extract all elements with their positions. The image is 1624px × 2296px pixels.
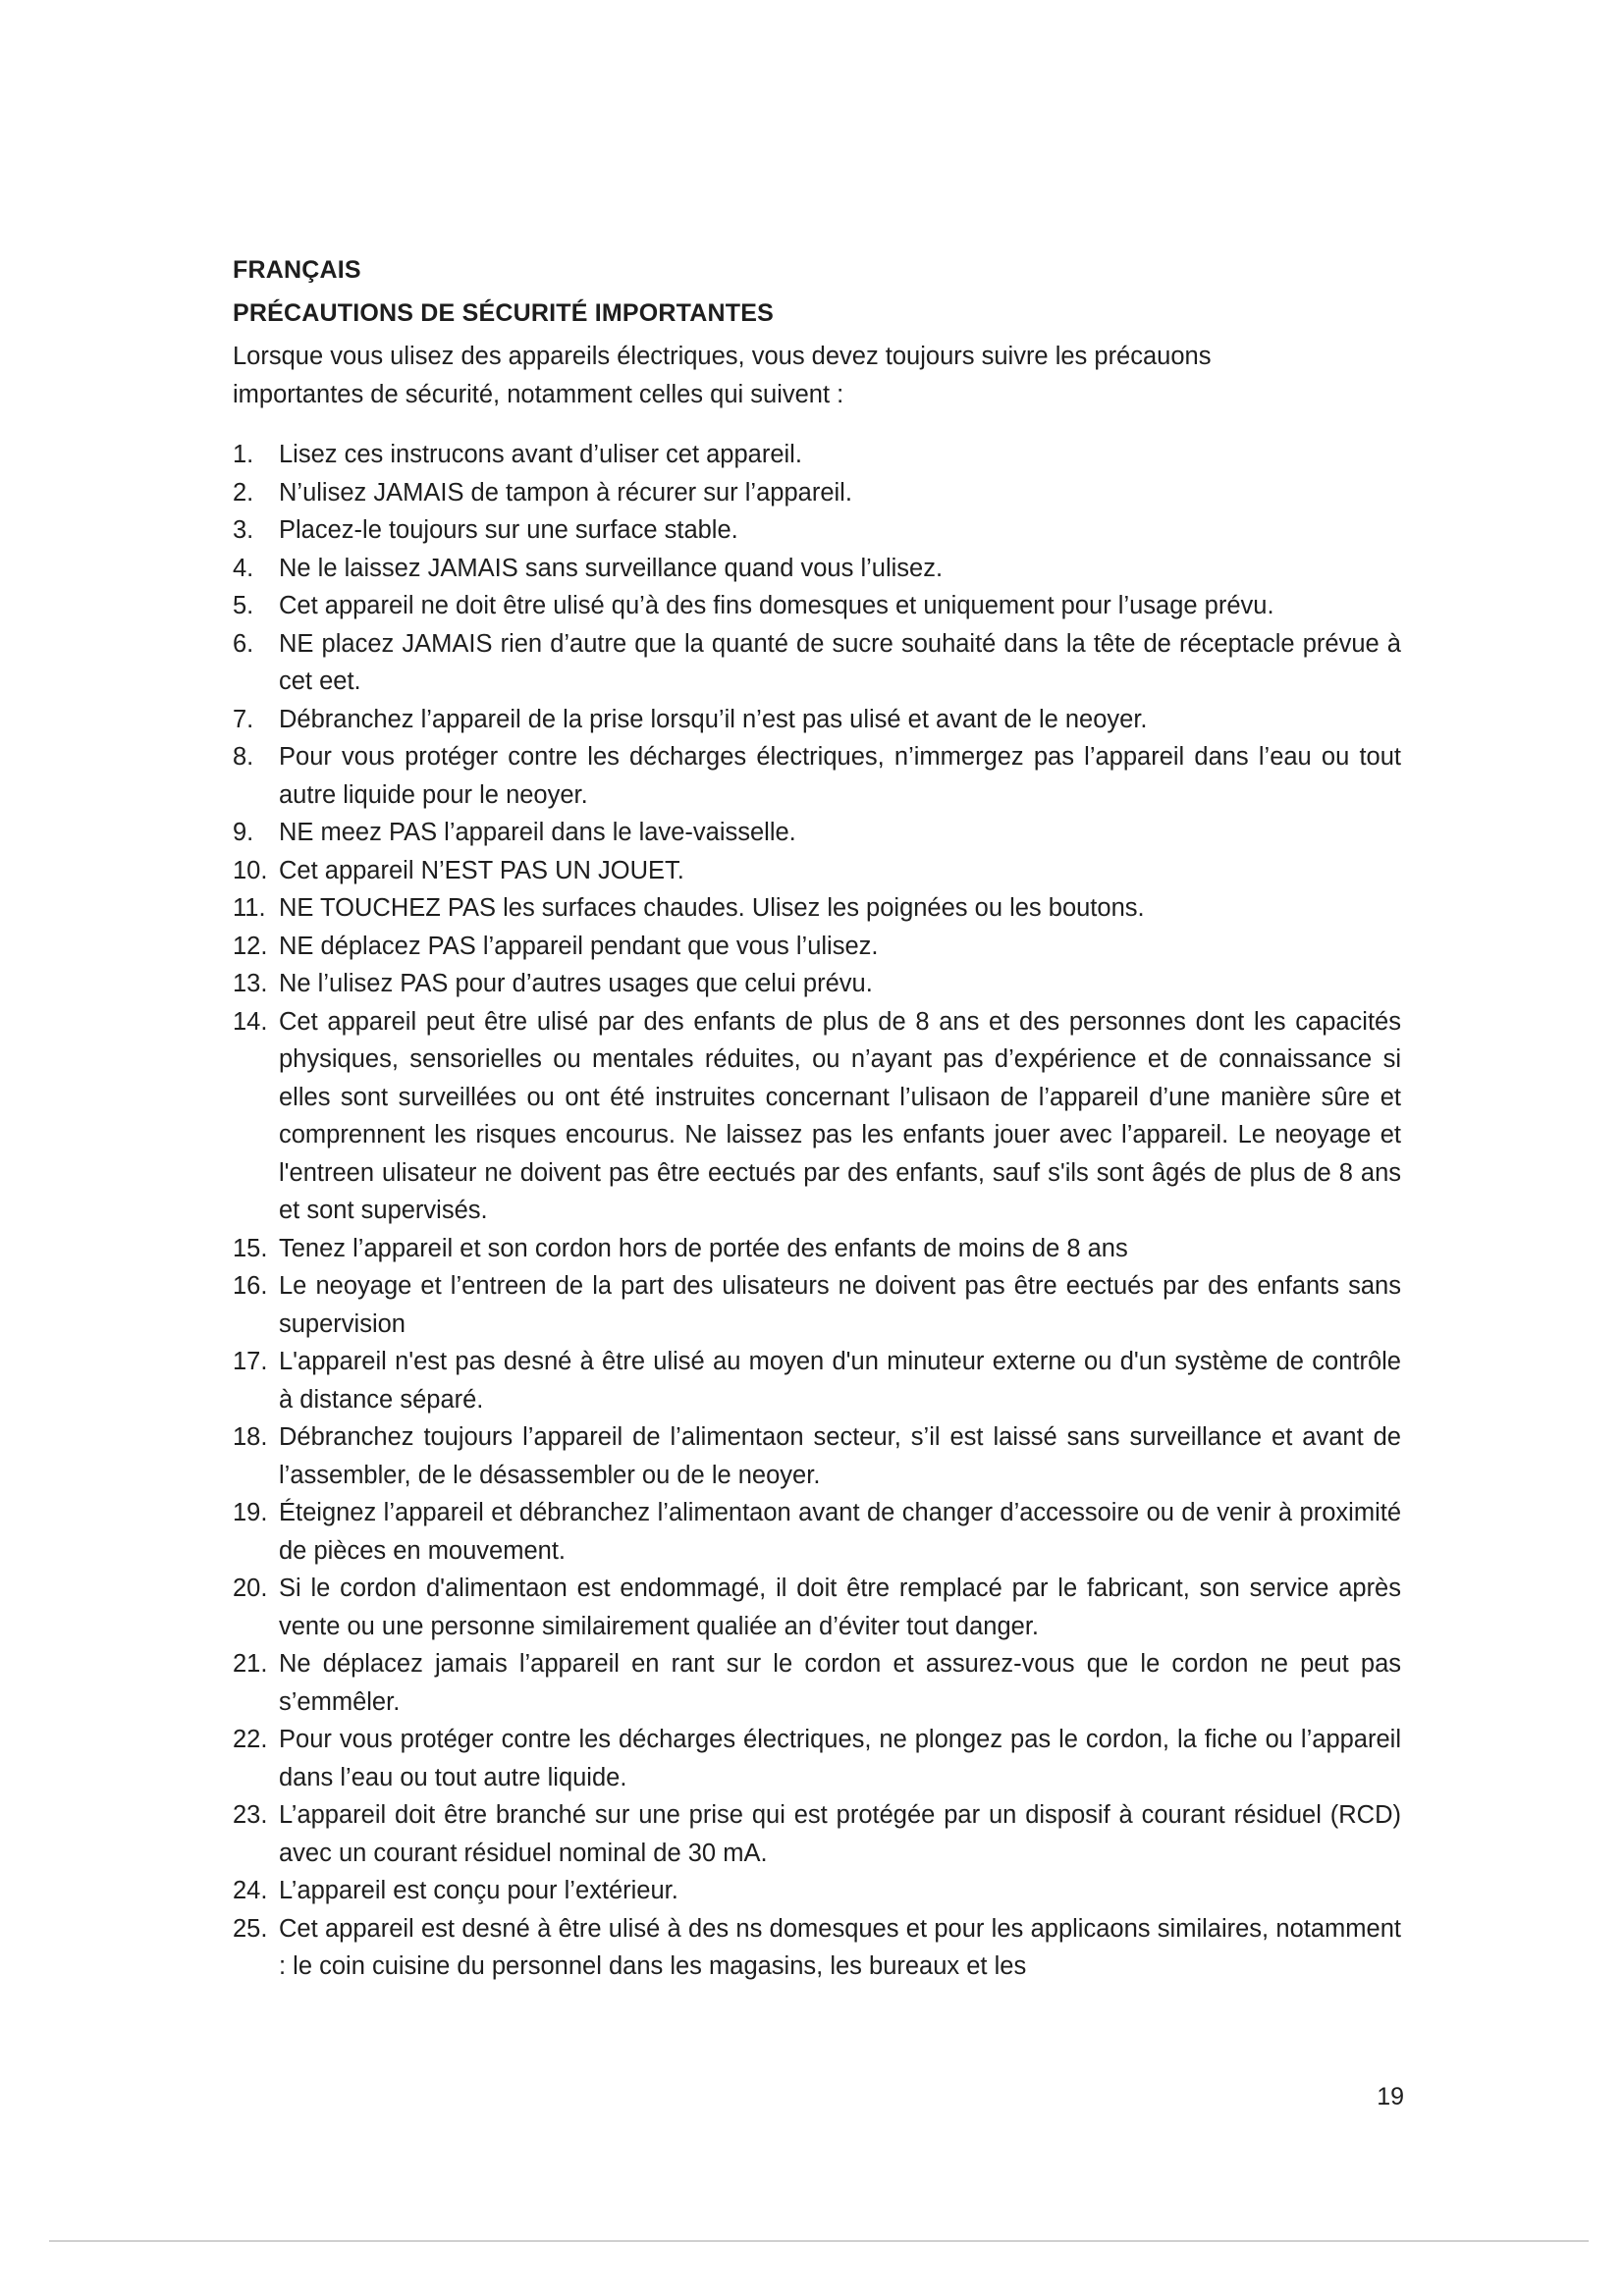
item-number: 19.: [233, 1499, 268, 1526]
list-item: [233, 436, 1401, 474]
item-text: Pour vous protéger contre les décharges électriques, ne plongez pas le cordon, la fiche ou l’appareil dans l’eau ou tout autre liquide.: [279, 1726, 1401, 1791]
list-item: [233, 701, 1401, 739]
item-number: 1.: [233, 441, 254, 468]
list-item: [233, 1418, 1401, 1494]
safety-list: [233, 436, 1401, 1986]
list-item: [233, 852, 1401, 890]
item-number: 11.: [233, 894, 266, 922]
page-divider: [49, 2240, 1589, 2242]
list-item: [233, 1721, 1401, 1796]
item-number: 17.: [233, 1348, 268, 1375]
list-item: [233, 587, 1401, 625]
item-text: Tenez l’appareil et son cordon hors de portée des enfants de moins de 8 ans: [279, 1234, 1128, 1262]
page-content: [233, 251, 1401, 1986]
item-text: Si le cordon d'alimentaon est endommagé, il doit être remplacé par le fabricant, son service après vente ou une personne similairement qualiée an d’éviter tout danger.: [279, 1575, 1401, 1640]
item-number: 12.: [233, 932, 268, 960]
list-item: [233, 1230, 1401, 1268]
item-number: 13.: [233, 970, 268, 997]
list-item: [233, 1872, 1401, 1910]
item-text: Ne l’ulisez PAS pour d’autres usages que celui prévu.: [279, 970, 873, 997]
item-number: 10.: [233, 856, 268, 884]
item-number: 6.: [233, 629, 254, 658]
list-item: [233, 1796, 1401, 1872]
item-text: Cet appareil ne doit être ulisé qu’à des fins domesques et uniquement pour l’usage prévu.: [279, 592, 1274, 619]
item-number: 23.: [233, 1801, 268, 1829]
item-number: 21.: [233, 1650, 268, 1678]
item-text: Débranchez toujours l’appareil de l’alimentaon secteur, s’il est laissé sans surveillance et avant de l’assembler, de le désassembler ou de le neoyer.: [279, 1423, 1401, 1489]
item-number: 15.: [233, 1234, 268, 1262]
item-number: 20.: [233, 1575, 268, 1602]
list-item: [233, 738, 1401, 814]
item-number: 18.: [233, 1423, 268, 1451]
item-text: L’appareil doit être branché sur une prise qui est protégée par un disposif à courant résiduel (RCD) avec un courant résiduel nominal de 30 mA.: [279, 1801, 1401, 1867]
section-heading: PRÉCAUTIONS DE SÉCURITÉ IMPORTANTES: [233, 299, 775, 327]
item-text: Le neoyage et l’entreen de la part des ulisateurs ne doivent pas être eectués par des enfants sans supervision: [279, 1272, 1401, 1338]
item-text: Lisez ces instrucons avant d’uliser cet appareil.: [279, 441, 802, 468]
item-number: 25.: [233, 1914, 268, 1943]
list-item: [233, 550, 1401, 588]
item-number: 8.: [233, 743, 254, 771]
item-text: Pour vous protéger contre les décharges électriques, n’immergez pas l’appareil dans l’eau ou tout autre liquide pour le neoyer.: [279, 743, 1401, 809]
item-text: Éteignez l’appareil et débranchez l’alimentaon avant de changer d’accessoire ou de venir à proximité de pièces en mouvement.: [279, 1499, 1401, 1565]
list-item: [233, 814, 1401, 852]
item-text: Cet appareil N’EST PAS UN JOUET.: [279, 856, 684, 884]
item-text: Débranchez l’appareil de la prise lorsqu’il n’est pas ulisé et avant de le neoyer.: [279, 705, 1148, 733]
item-text: Placez-le toujours sur une surface stable.: [279, 516, 738, 544]
list-item: [233, 1267, 1401, 1343]
list-item: [233, 1570, 1401, 1645]
item-text: NE déplacez PAS l’appareil pendant que vous l’ulisez.: [279, 932, 879, 960]
list-item: [233, 928, 1401, 966]
item-number: 16.: [233, 1272, 268, 1300]
item-text: L’appareil est conçu pour l’extérieur.: [279, 1877, 678, 1904]
item-text: NE TOUCHEZ PAS les surfaces chaudes. Ulisez les poignées ou les boutons.: [279, 894, 1145, 922]
item-number: 3.: [233, 516, 254, 544]
item-number: 24.: [233, 1877, 268, 1904]
item-text: L'appareil n'est pas desné à être ulisé au moyen d'un minuteur externe ou d'un système de contrôle à distance séparé.: [279, 1348, 1401, 1414]
list-item: [233, 625, 1401, 701]
item-number: 14.: [233, 1007, 268, 1036]
item-number: 7.: [233, 705, 254, 733]
item-number: 4.: [233, 554, 254, 582]
list-item: [233, 511, 1401, 550]
list-item: [233, 1343, 1401, 1418]
item-text: Cet appareil peut être ulisé par des enfants de plus de 8 ans et des personnes dont les capacités physiques, sensorielles ou mentales réduites, ou n’ayant pas d’expérience et de connaissance si elles sont surveillées ou ont été instruites concernant l’ulisaon de l’appareil d’une manière sûre et comprennent les risques encourus. Ne laissez pas les enfants jouer avec l’appareil. Le neoyage et l'entreen ulisateur ne doivent pas être eectués par des enfants, sauf s'ils sont âgés de plus de 8 ans et sont supervisés.: [279, 1007, 1401, 1224]
item-text: Cet appareil est desné à être ulisé à des ns domesques et pour les applicaons similaires, notamment : le coin cuisine du personnel dans les magasins, les bureaux et les: [279, 1914, 1401, 1980]
list-item: [233, 1645, 1401, 1721]
item-text: Ne le laissez JAMAIS sans surveillance quand vous l’ulisez.: [279, 554, 944, 582]
item-text: NE placez JAMAIS rien d’autre que la quanté de sucre souhaité dans la tête de réceptacle prévue à cet eet.: [279, 629, 1401, 695]
item-number: 2.: [233, 478, 254, 507]
item-text: N’ulisez JAMAIS de tampon à récurer sur l’appareil.: [279, 478, 852, 507]
item-number: 22.: [233, 1726, 268, 1753]
page-number: 19: [1377, 2083, 1404, 2110]
language-heading: FRANÇAIS: [233, 256, 361, 284]
list-item: [233, 889, 1401, 928]
list-item: [233, 965, 1401, 1003]
intro-paragraph: Lorsque vous ulisez des appareils électriques, vous devez toujours suivre les précauons importantes de sécurité, notamment celles qui suivent :: [233, 343, 1212, 408]
list-item: [233, 1003, 1401, 1230]
item-text: Ne déplacez jamais l’appareil en rant sur le cordon et assurez-vous que le cordon ne peut pas s’emmêler.: [279, 1650, 1401, 1716]
list-item: [233, 1910, 1401, 1986]
item-number: 5.: [233, 592, 254, 619]
list-item: [233, 474, 1401, 512]
list-item: [233, 1494, 1401, 1570]
item-text: NE meez PAS l’appareil dans le lave-vaisselle.: [279, 819, 796, 846]
item-number: 9.: [233, 819, 254, 846]
